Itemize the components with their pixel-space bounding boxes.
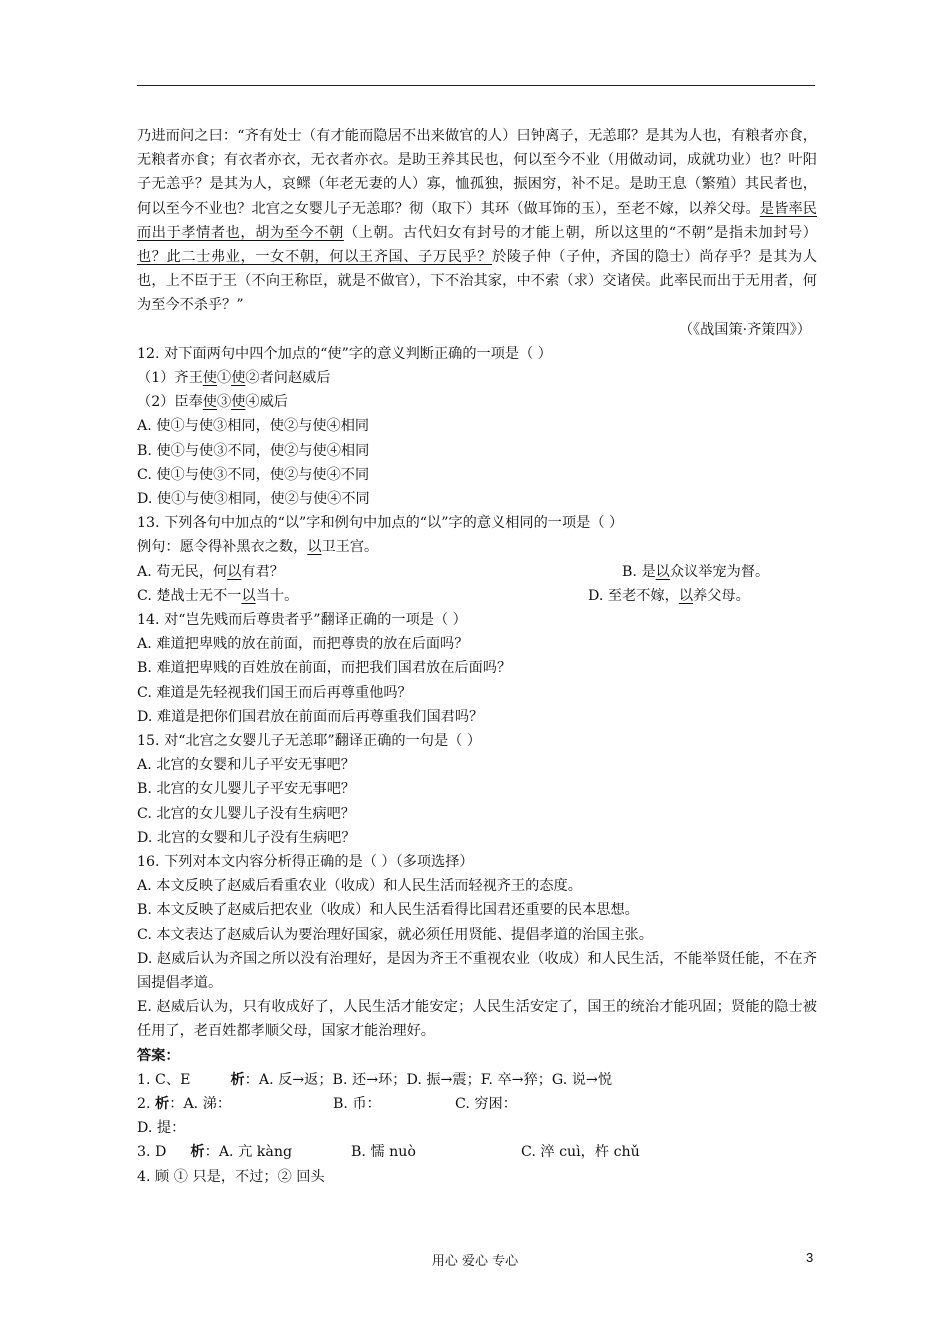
q12-option-b: B. 使①与使③不同，使②与使④相同 xyxy=(137,442,370,459)
q16-stem: 16. 下列对本文内容分析得正确的是（ ）（多项选择） xyxy=(137,854,474,871)
q16-option-e: E. 赵威后认为，只有收成好了，人民生活才能安定；人民生活安定了，国王的统治才能巩固；贤能的隐士被任用了，老百姓都孝顺父母，国家才能治理好。 xyxy=(137,999,817,1040)
q13-option-a: A. 苟无民，何以有君？ xyxy=(137,563,284,580)
q13-example: 例句：愿令得补黑衣之数，以卫王宫。 xyxy=(137,539,379,556)
q12-option-c: C. 使①与使③不同，使②与使④不同 xyxy=(137,466,370,483)
passage-text: 乃进而问之曰：“齐有处士（有才能而隐居不出来做官的人）曰钟离子，无恙耶？是其为人也，有粮者亦食，无粮者亦食；有衣者亦衣，无衣者亦衣。是助王养其民也，何以至今不业（用做动词，成就功业）也？叶阳子无恙乎？是其为人，哀鳏（年老无妻的人）寡，恤孤独，振困穷，补不足。是助王息（繁殖）其民者也，何以至今不业也？北宫之女婴儿子无恙耶？彻（取下）其环（做耳饰的玉），至老不嫁，以养父母。 xyxy=(137,128,817,217)
q13-options-row-1 xyxy=(137,560,817,584)
answer-2-d: D. 提： xyxy=(137,1120,186,1137)
q12-line-1: （1）齐王使①使②者问赵威后 xyxy=(137,370,331,387)
q12-stem: 12. 对下面两句中四个加点的“使”字的意义判断正确的一项是（ ） xyxy=(137,345,552,362)
q13-option-c: C. 楚战士无不一以当十。 xyxy=(137,587,299,604)
q15-option-c: C. 北宫的女儿婴儿子没有生病吧？ xyxy=(137,805,355,822)
q15-option-d: D. 北宫的女婴和儿子没有生病吧？ xyxy=(137,829,356,846)
q14-option-d: D. 难道是把你们国君放在前面而后再尊重我们国君吗？ xyxy=(137,708,484,725)
q16-option-d: D. 赵威后认为齐国之所以没有治理好，是因为齐王不重视农业（收成）和人民生活，不能举贤任能，不在齐国提倡孝道。 xyxy=(137,950,817,992)
passage-text-end: 於陵子仲（子仲，齐国的隐士）尚存乎？是其为人也，上不臣于王（不向王称臣，就是不做官），下不治其家，中不索（求）交诸侯。此率民而出于无用者，何为至今不杀乎？” xyxy=(137,249,817,314)
q12-option-a: A. 使①与使③相同，使②与使④相同 xyxy=(137,418,370,435)
passage-underlined-1: 是皆率民而出于孝情者也，胡为至今不朝 xyxy=(137,200,817,241)
footer-slogan: 用心 爱心 专心 xyxy=(431,1254,519,1269)
q15-option-b: B. 北宫的女儿婴儿子平安无事吧？ xyxy=(137,781,356,798)
header-rule xyxy=(137,85,815,86)
q16-option-a: A. 本文反映了赵威后看重农业（收成）和人民生活而轻视齐王的态度。 xyxy=(137,878,582,895)
answers-title: 答案： xyxy=(137,1047,180,1064)
answer-4: 4. 顾 ① 只是，不过；② 回头 xyxy=(137,1168,325,1185)
q12-option-d: D. 使①与使③相同，使②与使④不同 xyxy=(137,491,370,508)
passage-note: （上朝。古代妇女有封号的才能上朝，所以这里的“不朝”是指未加封号） xyxy=(343,224,817,241)
q13-option-d: D. 至老不嫁，以养父母。 xyxy=(588,587,750,604)
q14-option-a: A. 难道把卑贱的放在前面，而把尊贵的放在后面吗？ xyxy=(137,636,469,653)
q15-option-a: A. 北宫的女婴和儿子平安无事吧？ xyxy=(137,757,355,774)
q13-options-row-2 xyxy=(137,584,817,608)
q14-option-c: C. 难道是先轻视我们国王而后再尊重他吗？ xyxy=(137,684,412,701)
q13-option-b: B. 是以众议举宠为督。 xyxy=(622,563,770,580)
q16-option-b: B. 本文反映了赵威后把农业（收成）和人民生活看得比国君还重要的民本思想。 xyxy=(137,902,639,919)
answer-2: 2. 析：A. 涕： B. 币： C. 穷困： xyxy=(137,1096,517,1113)
answer-3: 3. D 析：A. 亢 kàng B. 懦 nuò C. 淬 cuì，杵 chǔ xyxy=(137,1144,640,1161)
answer-1: 1. C、E 析：A. 反→返；B. 还→环；D. 振→震；F. 卒→猝；G. 说→悦 xyxy=(137,1071,613,1088)
q13-stem: 13. 下列各句中加点的“以”字和例句中加点的“以”字的意义相同的一项是（ ） xyxy=(137,515,624,532)
q14-stem: 14. 对“岂先贱而后尊贵者乎”翻译正确的一项是（ ） xyxy=(137,612,467,629)
passage-underlined-2: 也？此二士弗业，一女不朝，何以王齐国、子万民乎？ xyxy=(137,249,493,266)
passage-source: （《战国策·齐策四》） xyxy=(678,321,811,338)
q14-option-b: B. 难道把卑贱的百姓放在前面，而把我们国君放在后面吗？ xyxy=(137,660,512,677)
q15-stem: 15. 对“北宫之女婴儿子无恙耶”翻译正确的一句是（ ） xyxy=(137,733,482,750)
q12-line-2: （2）臣奉使③使④威后 xyxy=(137,394,288,411)
document-body xyxy=(137,124,817,1189)
page-number: 3 xyxy=(806,1250,814,1265)
passage-paragraph xyxy=(137,124,817,318)
q16-option-c: C. 本文表达了赵威后认为要治理好国家，就必须任用贤能、提倡孝道的治国主张。 xyxy=(137,926,653,943)
